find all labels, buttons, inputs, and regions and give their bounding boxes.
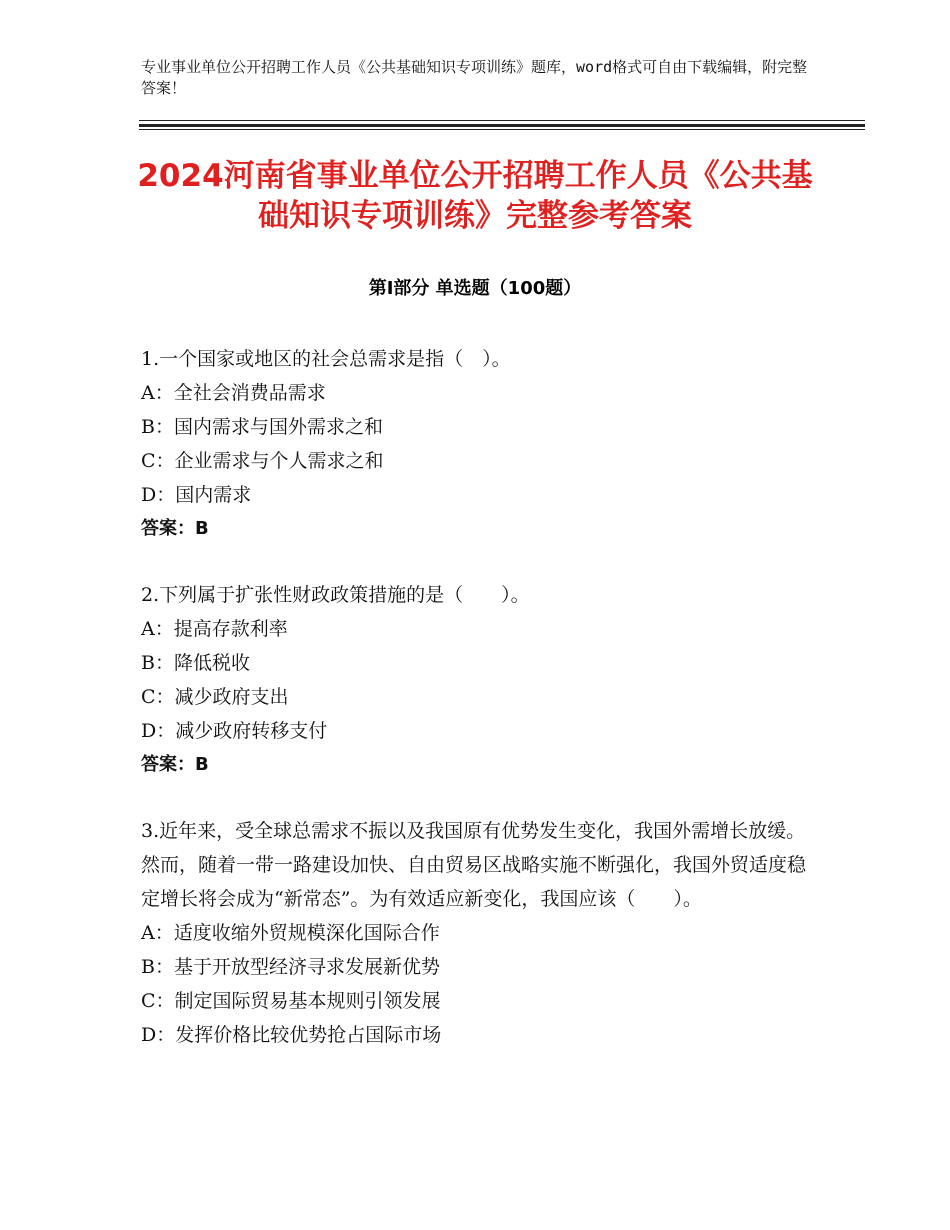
header-divider-bottom [139,129,865,130]
document-title: 2024河南省事业单位公开招聘工作人员《公共基础知识专项训练》完整参考答案 [137,158,813,234]
answer: 答案：B [141,518,209,539]
question-list [141,342,821,1084]
option-b: B：国内需求与国外需求之和 [141,416,383,438]
question-1 [141,342,821,546]
section-heading: 第Ⅰ部分 单选题（100题） [368,278,582,299]
question-stem: 1.一个国家或地区的社会总需求是指（ ）。 [141,348,511,370]
option-d: D：发挥价格比较优势抢占国际市场 [141,1024,442,1046]
option-c: C：企业需求与个人需求之和 [141,450,384,472]
header-divider-top [139,120,865,121]
option-b: B：降低税收 [141,652,250,674]
option-b: B：基于开放型经济寻求发展新优势 [141,956,440,978]
header-divider-thick [139,124,865,127]
option-a: A：适度收缩外贸规模深化国际合作 [141,922,440,944]
answer: 答案：B [141,754,209,775]
question-2 [141,578,821,782]
option-d: D：国内需求 [141,484,252,506]
option-c: C：减少政府支出 [141,686,289,708]
option-c: C：制定国际贸易基本规则引领发展 [141,990,441,1012]
question-3 [141,814,821,1052]
option-a: A：全社会消费品需求 [141,382,326,404]
option-d: D：减少政府转移支付 [141,720,328,742]
option-a: A：提高存款利率 [141,618,288,640]
header-note: 专业事业单位公开招聘工作人员《公共基础知识专项训练》题库，word格式可自由下载编辑，附完整答案！ [141,58,808,97]
question-stem: 2.下列属于扩张性财政政策措施的是（ ）。 [141,584,530,606]
question-stem: 3.近年来，受全球总需求不振以及我国原有优势发生变化，我国外需增长放缓。然而，随着一带一路建设加快、自由贸易区战略实施不断强化，我国外贸适度稳定增长将会成为“新常态”。为有效适应新变化，我国应该（ ）。 [141,820,807,910]
